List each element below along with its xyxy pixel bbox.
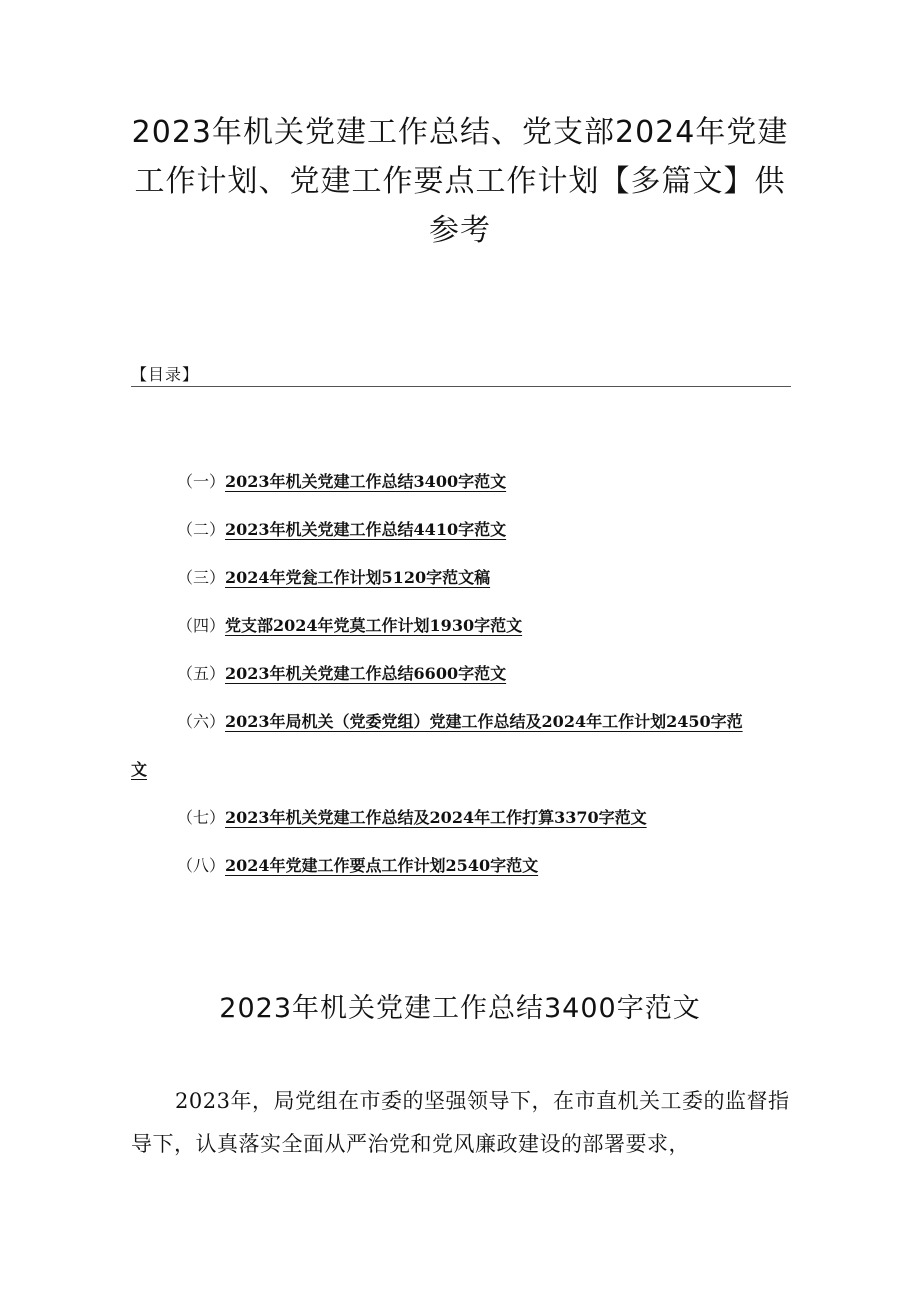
section-heading: 2023年机关党建工作总结3400字范文 — [219, 993, 701, 1024]
toc-item-number: （一） — [177, 472, 226, 491]
body-paragraph: 2023年，局党组在市委的坚强领导下，在市直机关工委的监督指导下，认真落实全面从严治党和党风廉政建设的部署要求， — [131, 1089, 790, 1156]
toc-item-number: （三） — [177, 568, 226, 587]
toc-link-1[interactable]: 2023年机关党建工作总结3400字范文 — [225, 472, 507, 491]
toc-link-3[interactable]: 2024年党瓮工作计划5120字范文稿 — [225, 568, 491, 587]
toc-item-1 — [131, 458, 751, 506]
toc-item-3 — [131, 554, 751, 602]
toc-link-5[interactable]: 2023年机关党建工作总结6600字范文 — [225, 664, 507, 683]
toc-divider — [131, 386, 791, 387]
toc-item-7 — [131, 794, 751, 842]
toc-item-4 — [131, 602, 751, 650]
toc-item-number: （八） — [177, 856, 226, 875]
document-title: 2023年机关党建工作总结、党支部2024年党建工作计划、党建工作要点工作计划【多篇文】供参考 — [131, 115, 789, 248]
toc-item-8 — [131, 842, 751, 890]
toc-link-2[interactable]: 2023年机关党建工作总结4410字范文 — [225, 520, 507, 539]
toc-link-8[interactable]: 2024年党建工作要点工作计划2540字范文 — [225, 856, 539, 875]
toc-item-6 — [131, 698, 751, 794]
toc-item-5 — [131, 650, 751, 698]
toc-link-4[interactable]: 党支部2024年党莫工作计划1930字范文 — [225, 616, 523, 635]
toc-item-number: （四） — [177, 616, 226, 635]
toc-item-number: （五） — [177, 664, 226, 683]
toc-link-7[interactable]: 2023年机关党建工作总结及2024年工作打算3370字范文 — [225, 808, 647, 827]
toc-item-number: （七） — [177, 808, 226, 827]
toc-item-number: （六） — [177, 712, 226, 731]
toc-header: 【目录】 — [131, 365, 200, 384]
toc-item-number: （二） — [177, 520, 226, 539]
toc-item-2 — [131, 506, 751, 554]
table-of-contents — [131, 458, 751, 890]
toc-link-6[interactable]: 2023年局机关（党委党组）党建工作总结及2024年工作计划2450字范文 — [131, 712, 743, 779]
